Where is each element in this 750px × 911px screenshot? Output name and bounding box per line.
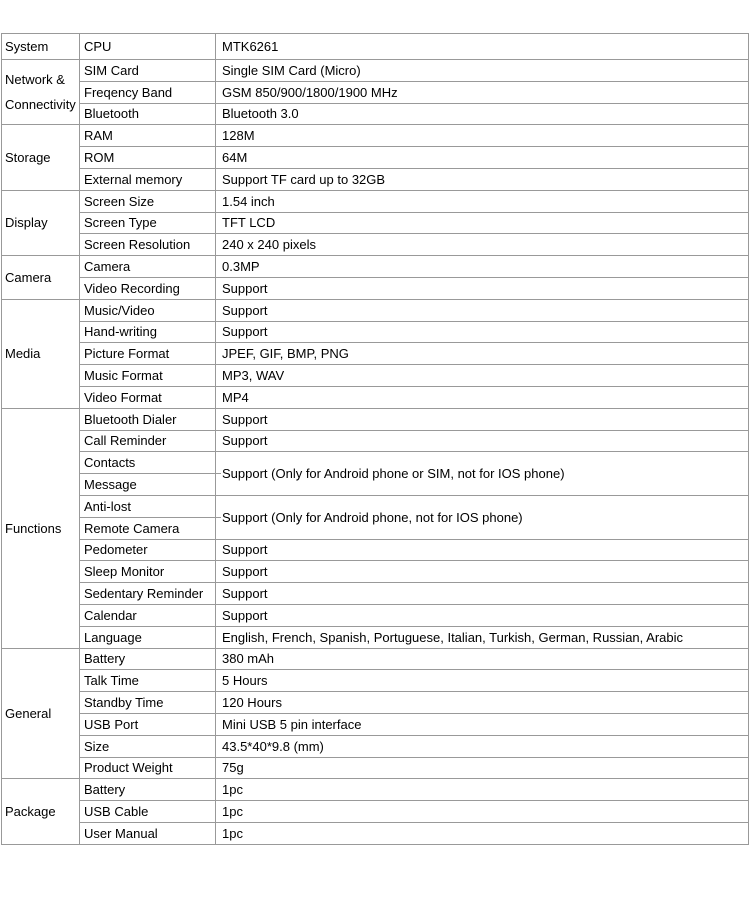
value-cell: Single SIM Card (Micro) bbox=[216, 60, 749, 82]
value-cell: 75g bbox=[216, 757, 749, 779]
table-row bbox=[2, 561, 749, 583]
value-cell: 1pc bbox=[216, 822, 749, 844]
table-row bbox=[2, 822, 749, 844]
table-row bbox=[2, 757, 749, 779]
property-cell: Freqency Band bbox=[80, 81, 216, 103]
table-row bbox=[2, 779, 749, 801]
table-row bbox=[2, 234, 749, 256]
property-cell: External memory bbox=[80, 168, 216, 190]
table-row bbox=[2, 452, 749, 474]
value-cell: Mini USB 5 pin interface bbox=[216, 713, 749, 735]
category-cell: Package bbox=[2, 779, 80, 844]
category-cell: General bbox=[2, 648, 80, 779]
property-cell: RAM bbox=[80, 125, 216, 147]
value-cell: Support bbox=[216, 583, 749, 605]
property-cell: ROM bbox=[80, 147, 216, 169]
value-cell: Support bbox=[216, 321, 749, 343]
value-cell: Support bbox=[216, 561, 749, 583]
table-row bbox=[2, 604, 749, 626]
table-row bbox=[2, 343, 749, 365]
value-cell: Support (Only for Android phone, not for IOS phone) bbox=[216, 495, 749, 539]
property-cell: Bluetooth bbox=[80, 103, 216, 125]
category-cell: Functions bbox=[2, 408, 80, 648]
value-cell: 43.5*40*9.8 (mm) bbox=[216, 735, 749, 757]
value-cell: Support TF card up to 32GB bbox=[216, 168, 749, 190]
property-cell: Call Reminder bbox=[80, 430, 216, 452]
value-cell: MTK6261 bbox=[216, 34, 749, 60]
property-cell: Video Recording bbox=[80, 277, 216, 299]
property-cell: Picture Format bbox=[80, 343, 216, 365]
table-row bbox=[2, 256, 749, 278]
table-row bbox=[2, 539, 749, 561]
category-cell: Camera bbox=[2, 256, 80, 300]
table-row bbox=[2, 692, 749, 714]
value-cell: Support bbox=[216, 604, 749, 626]
table-row bbox=[2, 168, 749, 190]
category-cell: Network & Connectivity bbox=[2, 60, 80, 125]
value-cell: Support bbox=[216, 277, 749, 299]
table-row bbox=[2, 408, 749, 430]
value-cell: Support bbox=[216, 299, 749, 321]
table-row bbox=[2, 801, 749, 823]
value-cell: MP3, WAV bbox=[216, 365, 749, 387]
property-cell: Sleep Monitor bbox=[80, 561, 216, 583]
property-cell: Camera bbox=[80, 256, 216, 278]
property-cell: USB Port bbox=[80, 713, 216, 735]
table-row bbox=[2, 670, 749, 692]
table-row bbox=[2, 103, 749, 125]
value-cell: MP4 bbox=[216, 386, 749, 408]
property-cell: SIM Card bbox=[80, 60, 216, 82]
property-cell: Bluetooth Dialer bbox=[80, 408, 216, 430]
table-row bbox=[2, 299, 749, 321]
property-cell: Music/Video bbox=[80, 299, 216, 321]
property-cell: Pedometer bbox=[80, 539, 216, 561]
property-cell: Hand-writing bbox=[80, 321, 216, 343]
property-cell: Video Format bbox=[80, 386, 216, 408]
property-cell: Standby Time bbox=[80, 692, 216, 714]
property-cell: CPU bbox=[80, 34, 216, 60]
property-cell: Message bbox=[80, 474, 216, 496]
table-row bbox=[2, 386, 749, 408]
property-cell: Contacts bbox=[80, 452, 216, 474]
table-row bbox=[2, 648, 749, 670]
value-cell: 1.54 inch bbox=[216, 190, 749, 212]
value-cell: JPEF, GIF, BMP, PNG bbox=[216, 343, 749, 365]
table-row bbox=[2, 277, 749, 299]
value-cell: 1pc bbox=[216, 779, 749, 801]
property-cell: User Manual bbox=[80, 822, 216, 844]
value-cell: 120 Hours bbox=[216, 692, 749, 714]
property-cell: Product Weight bbox=[80, 757, 216, 779]
table-row bbox=[2, 212, 749, 234]
property-cell: Screen Type bbox=[80, 212, 216, 234]
property-cell: Sedentary Reminder bbox=[80, 583, 216, 605]
value-cell: Support bbox=[216, 430, 749, 452]
value-cell: GSM 850/900/1800/1900 MHz bbox=[216, 81, 749, 103]
property-cell: Size bbox=[80, 735, 216, 757]
property-cell: Screen Resolution bbox=[80, 234, 216, 256]
table-row bbox=[2, 321, 749, 343]
category-cell: System bbox=[2, 34, 80, 60]
property-cell: Talk Time bbox=[80, 670, 216, 692]
property-cell: Music Format bbox=[80, 365, 216, 387]
category-cell: Media bbox=[2, 299, 80, 408]
table-row bbox=[2, 495, 749, 517]
property-cell: Battery bbox=[80, 648, 216, 670]
table-row bbox=[2, 430, 749, 452]
category-cell: Display bbox=[2, 190, 80, 255]
property-cell: Screen Size bbox=[80, 190, 216, 212]
value-cell: Support bbox=[216, 408, 749, 430]
property-cell: Calendar bbox=[80, 604, 216, 626]
value-cell: 64M bbox=[216, 147, 749, 169]
value-cell: 1pc bbox=[216, 801, 749, 823]
spec-table bbox=[1, 33, 749, 845]
table-row bbox=[2, 626, 749, 648]
value-cell: Support bbox=[216, 539, 749, 561]
value-cell: English, French, Spanish, Portuguese, Italian, Turkish, German, Russian, Arabic bbox=[216, 626, 749, 648]
table-row bbox=[2, 713, 749, 735]
property-cell: USB Cable bbox=[80, 801, 216, 823]
value-cell: TFT LCD bbox=[216, 212, 749, 234]
table-row bbox=[2, 81, 749, 103]
table-row bbox=[2, 60, 749, 82]
table-row bbox=[2, 34, 749, 60]
value-cell: Bluetooth 3.0 bbox=[216, 103, 749, 125]
value-cell: Support (Only for Android phone or SIM, not for IOS phone) bbox=[216, 452, 749, 496]
value-cell: 380 mAh bbox=[216, 648, 749, 670]
table-row bbox=[2, 147, 749, 169]
table-row bbox=[2, 365, 749, 387]
category-cell: Storage bbox=[2, 125, 80, 190]
value-cell: 240 x 240 pixels bbox=[216, 234, 749, 256]
value-cell: 128M bbox=[216, 125, 749, 147]
table-row bbox=[2, 583, 749, 605]
property-cell: Anti-lost bbox=[80, 495, 216, 517]
table-row bbox=[2, 190, 749, 212]
table-row bbox=[2, 735, 749, 757]
property-cell: Battery bbox=[80, 779, 216, 801]
value-cell: 0.3MP bbox=[216, 256, 749, 278]
property-cell: Remote Camera bbox=[80, 517, 216, 539]
value-cell: 5 Hours bbox=[216, 670, 749, 692]
table-row bbox=[2, 125, 749, 147]
property-cell: Language bbox=[80, 626, 216, 648]
